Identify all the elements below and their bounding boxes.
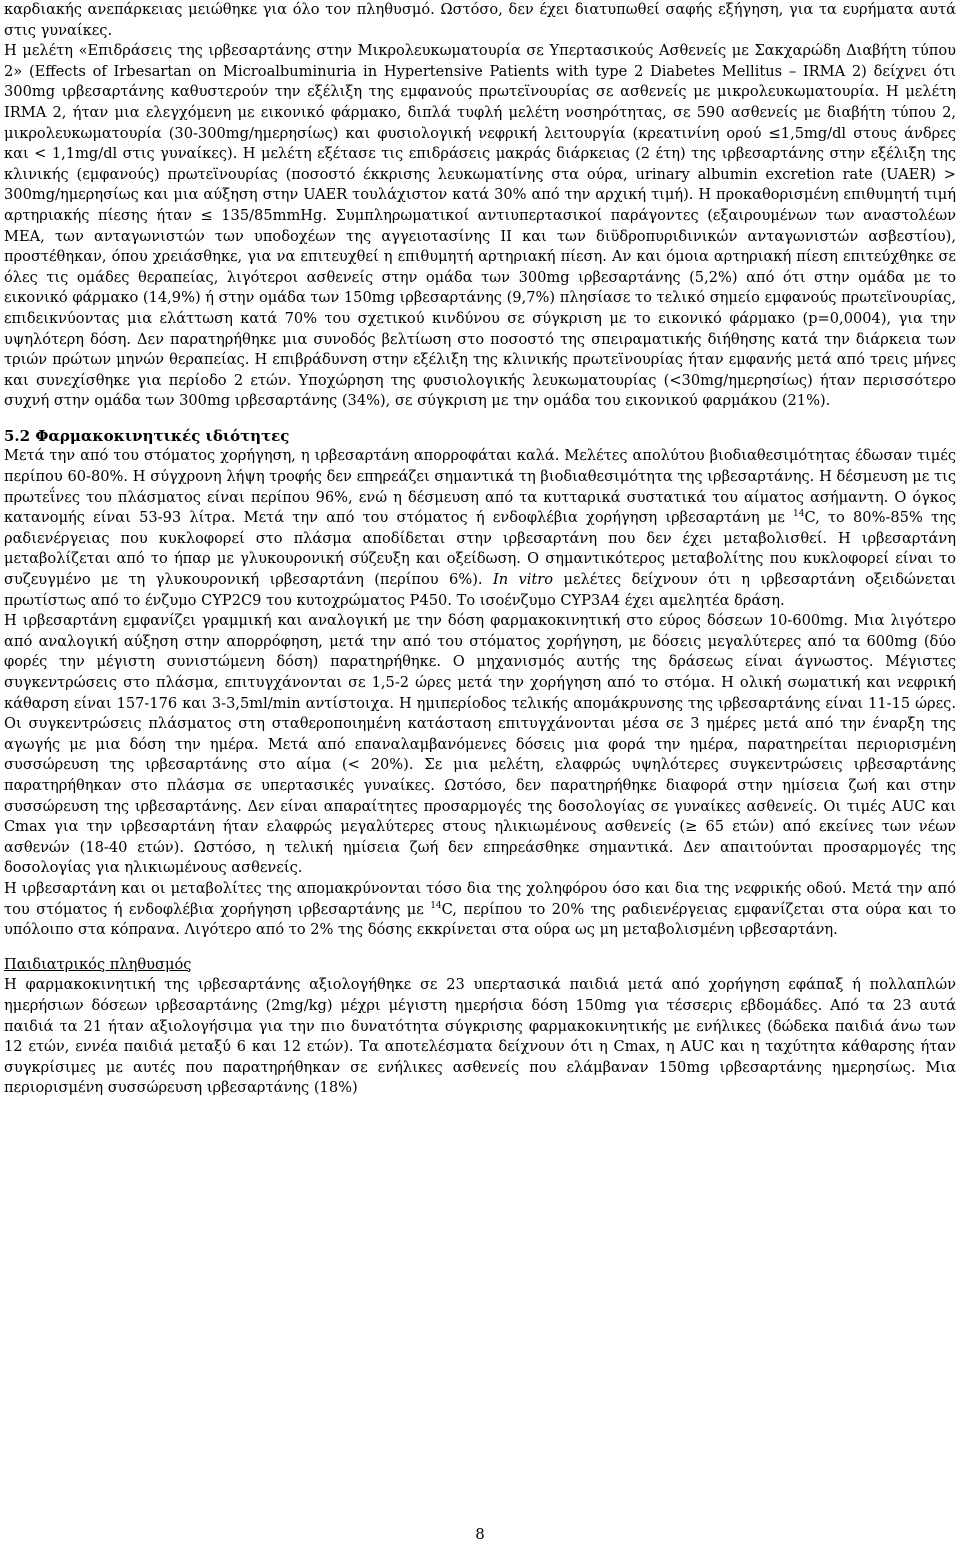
pediatric-paragraph: Η φαρμακοκινητική της ιρβεσαρτάνης αξιολογήθηκε σε 23 υπερτασικά παιδιά μετά από χορήγηση εφάπαξ ή πολλαπλών ημερήσιων δόσεων ιρβεσαρτάνης (2mg/kg) μέχρι μέγιστη ημερήσια δόση 150mg για τέσσερις εβδομάδες. Από τα 23 αυτά παιδιά τα 21 ήταν αξιολογήσιμα για την πιο δυνατότητα σύγκρισης φαρμακοκινητικής με ενήλικες (δώδεκα παιδιά άνω των 12 ετών, εννέα παιδιά μεταξύ 6 και 12 ετών). Τα αποτελέσματα δείχνουν ότι η Cmax, η AUC και η ταχύτητα κάθαρσης ήταν συγκρίσιμες με αυτές που παρατηρήθηκαν σε ενήλικες ασθενείς που ελάμβαναν 150mg ιρβεσαρτάνης ημερησίως. Μια περιορισμένη συσσώρευση ιρβεσαρτάνης (18%) xyxy=(4,976,956,1097)
pharmacokinetics-heading: 5.2 Φαρμακοκινητικές ιδιότητες xyxy=(4,426,290,445)
in-vitro-italic: In vitro xyxy=(492,571,554,589)
pk-p1-text-b: C, το 80%-85% της ραδιενέργειας που κυκλοφορεί στο πλάσμα αποδίδεται στην ιρβεσαρτάνη που δεν έχει μεταβολισθεί. Η ιρβεσαρτάνη μεταβολίζεται από το ήπαρ με γλυκουρονική σύζευξη και οξείδωση. Ο σημαντικότερος μεταβολίτης που κυκλοφορεί είναι το συζευγμένο με τη γλυκουρονική ιρβεσαρτάνη (περίπου 6%). xyxy=(4,509,956,589)
isotope-superscript: 14 xyxy=(793,509,805,520)
pharmacokinetics-paragraph-3 xyxy=(4,879,956,941)
pk-p1-text-a: Μετά την από του στόματος χορήγηση, η ιρβεσαρτάνη απορροφάται καλά. Μελέτες απολύτου βιοδιαθεσιμότητας έδωσαν τιμές περίπου 60-80%. Η σύγχρονη λήψη τροφής δεν επηρεάζει σημαντικά τη βιοδιαθεσιμότητα της ιρβεσαρτάνης. Η δέσμευση με τις πρωτεΐνες του πλάσματος είναι περίπου 96%, ενώ η δέσμευση από τα κυτταρικά συστατικά του αίματος ασήμαντη. Ο όγκος κατανομής είναι 53-93 λίτρα. Μετά την από του στόματος ή ενδοφλέβια χορήγηση ιρβεσαρτάνη με xyxy=(4,447,956,527)
pediatric-population-heading: Παιδιατρικός πληθυσμός xyxy=(4,955,192,973)
pk-p3-text-b: C, περίπου το 20% της ραδιενέργειας εμφανίζεται στα ούρα και το υπόλοιπο στα κόπρανα. Λιγότερο από το 2% της δόσης εκκρίνεται στα ούρα ως μη μεταβολισμένη ιρβεσαρτάνη. xyxy=(4,900,956,939)
pharmacokinetics-paragraph-2: Η ιρβεσαρτάνη εμφανίζει γραμμική και αναλογική με την δόση φαρμακοκινητική στο εύρος δόσεων 10-600mg. Μια λιγότερο από αναλογική αύξηση στην απορρόφηση, μετά την από του στόματος χορήγηση, με δόσεις μεγαλύτερες από τα 600mg (δύο φορές την μέγιστη συνιστώμενη δόση) παρατηρήθηκε. Ο μηχανισμός αυτής της δράσεως είναι άγνωστος. Μέγιστες συγκεντρώσεις στο πλάσμα, επιτυγχάνονται σε 1,5-2 ώρες μετά την χορήγηση από το στόμα. Η ολική σωματική και νεφρική κάθαρση είναι 157-176 και 3-3,5ml/min αντίστοιχα. Η ημιπερίοδος τελικής απομάκρυνσης της ιρβεσαρτάνης είναι 11-15 ώρες. Οι συγκεντρώσεις πλάσματος στη σταθεροποιημένη κατάσταση επιτυγχάνονται μέσα σε 3 ημέρες μετά από την έναρξη της αγωγής με μια δόση την ημέρα. Μετά από επαναλαμβανόμενες δόσεις μια φορά την ημέρα, παρατηρείται περιορισμένη συσσώρευση της ιρβεσαρτάνης στο αίμα (< 20%). Σε μια μελέτη, ελαφρώς υψηλότερες συγκεντρώσεις ιρβεσαρτάνης παρατηρήθηκαν στο πλάσμα σε υπερτασικές γυναίκες. Ωστόσο, δεν παρατηρήθηκε διαφορά στην ημίσεια ζωή και στην συσσώρευση της ιρβεσαρτάνης. Δεν είναι απαραίτητες προσαρμογές της δοσολογίας σε γυναίκες ασθενείς. Οι τιμές AUC και Cmax για την ιρβεσαρτάνη ήταν ελαφρώς μεγαλύτερες στους ηλικιωμένους ασθενείς (≥ 65 ετών) από εκείνες των νέων ασθενών (18-40 ετών). Ωστόσο, η τελική ημίσεια ζωή δεν επηρεάσθηκε σημαντικά. Δεν απαιτούνται προσαρμογές της δοσολογίας για ηλικιωμένους ασθενείς. xyxy=(4,612,956,877)
irma2-paragraph: Η μελέτη «Επιδράσεις της ιρβεσαρτάνης στην Μικρολευκωματουρία σε Υπερτασικούς Ασθενείς με Σακχαρώδη Διαβήτη τύπου 2» (Effects of Irbesartan on Microalbuminuria in Hypertensive Patients with type 2 Diabetes Mellitus – IRMA 2) δείχνει ότι 300mg ιρβεσαρτάνης καθυστερούν την εξέλιξη της εμφανούς πρωτεϊνουρίας σε ασθενείς με μικρολευκωματουρία. Η μελέτη IRMA 2, ήταν μια ελεγχόμενη με εικονικό φάρμακο, διπλά τυφλή μελέτη νοσηρότητας, σε 590 ασθενείς με διαβήτη τύπου 2, μικρολευκωματουρία (30-300mg/ημερησίως) και φυσιολογική νεφρική λειτουργία (κρεατινίνη ορού ≤1,5mg/dl στους άνδρες και < 1,1mg/dl στις γυναίκες). Η μελέτη εξέτασε τις επιδράσεις μακράς διάρκειας (2 έτη) της ιρβεσαρτάνης στην εξέλιξη της κλινικής (εμφανούς) πρωτεϊνουρίας (ποσοστό έκκρισης λευκωματίνης στα ούρα, urinary albumin excretion rate (UAER) > 300mg/ημερησίως και μια αύξηση στην UAER τουλάχιστον κατά 30% από την αρχική τιμή). Η προκαθορισμένη επιθυμητή τιμή αρτηριακής πίεσης ήταν ≤ 135/85mmHg. Συμπληρωματικοί αντιυπερτασικοί παράγοντες (εξαιρουμένων των αναστολέων ΜΕΑ, των ανταγωνιστών των υποδοχέων της αγγειοτασίνης ΙΙ και των διϋδροπυριδινικών ανταγωνιστών ασβεστίου), προστέθηκαν, όπου χρειάσθηκε, για να επιτευχθεί η επιθυμητή αρτηριακή πίεση. Αν και όμοια αρτηριακή πίεση επιτεύχθηκε σε όλες τις ομάδες θεραπείας, λιγότεροι ασθενείς στην ομάδα των 300mg ιρβεσαρτάνης (5,2%) από ότι στην ομάδα με το εικονικό φάρμακο (14,9%) ή στην ομάδα των 150mg ιρβεσαρτάνης (9,7%) πλησίασε το τελικό σημείο εμφανούς πρωτεϊνουρίας, επιδεικνύοντας μια ελάττωση κατά 70% του σχετικού κινδύνου σε σύγκριση με το εικονικό φάρμακο (p=0,0004), για την υψηλότερη δόση. Δεν παρατηρήθηκε μια συνοδός βελτίωση στο ποσοστό της σπειραματικής διήθησης κατά την διάρκεια των τριών πρώτων μηνών θεραπείας. Η επιβράδυνση στην εξέλιξη της κλινικής πρωτεϊνουρίας ήταν εμφανής μετά από τρεις μήνες και συνεχίσθηκε για περίοδο 2 ετών. Υποχώρηση της φυσιολογικής λευκωματουρίας (<30mg/ημερησίως) ήταν περισσότερο συχνή στην ομάδα των 300mg ιρβεσαρτάνης (34%), σε σύγκριση με την ομάδα του εικονικού φαρμάκου (21%). xyxy=(4,42,956,410)
section-spacer xyxy=(4,941,956,955)
intro-paragraph: καρδιακής ανεπάρκειας μειώθηκε για όλο τον πληθυσμό. Ωστόσο, δεν έχει διατυπωθεί σαφής εξήγηση, για τα ευρήματα αυτά στις γυναίκες. xyxy=(4,1,956,39)
pk-p1-text-c: μελέτες δείχνουν ότι η ιρβεσαρτάνη οξειδώνεται πρωτίστως από το ένζυμο CYP2C9 του κυτοχρώματος P450. Το ισοένζυμο CYP3A4 έχει αμελητέα δράση. xyxy=(4,571,956,609)
section-spacer xyxy=(4,412,956,426)
page-number: 8 xyxy=(475,1525,485,1543)
pk-p3-text-a: Η ιρβεσαρτάνη και οι μεταβολίτες της απομακρύνονται τόσο δια της χοληφόρου όσο και δια της νεφρικής οδού. Μετά την από του στόματος ή ενδοφλέβια χορήγηση ιρβεσαρτάνης με xyxy=(4,879,956,918)
isotope-superscript: 14 xyxy=(430,900,442,911)
pharmacokinetics-paragraph-1 xyxy=(4,446,956,611)
